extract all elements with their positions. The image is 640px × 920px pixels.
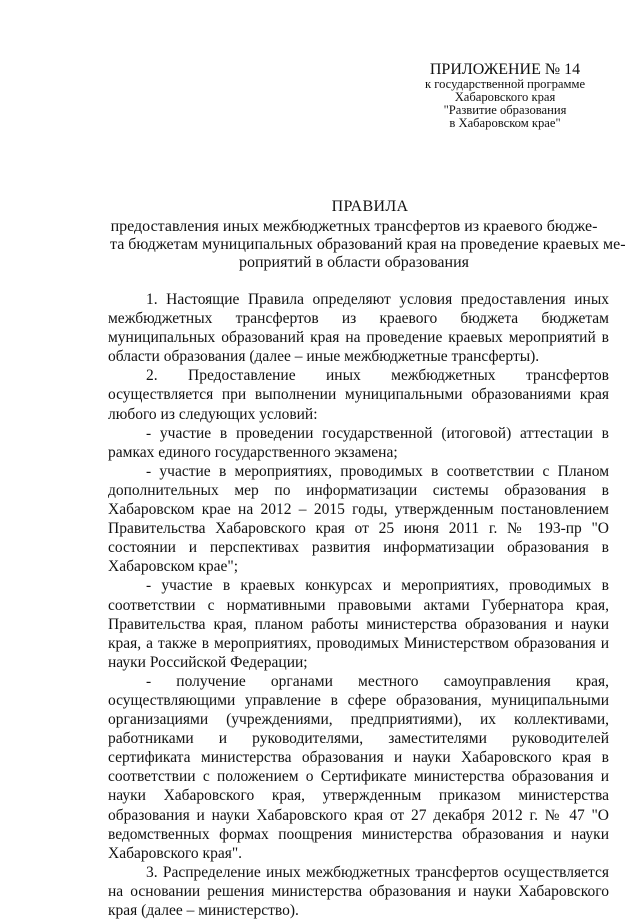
paragraph-1: 1. Настоящие Правила определяют условия предоставления иных межбюджетных трансфертов из краевого бюджета бюджетам муниципальных образований края на проведение краевых мероприятий в области образования (далее – иные межбюджетные трансферты). <box>108 291 609 366</box>
paragraph-2: 2. Предоставление иных межбюджетных трансфертов осуществляется при выполнении муниципальными образованиями края любого из следующих условий: <box>108 367 609 423</box>
appendix-line: к государственной программе <box>424 77 586 92</box>
document-title: ПРАВИЛА <box>331 198 409 215</box>
condition-item: - участие в краевых конкурсах и мероприятиях, проводимых в соответствии с нормативными правовыми актами Губернатора края, Правительства края, планом работы министерства образования и науки края, а также в мероприятиях, проводимых Министерством образования и науки Российской Федерации; <box>108 577 609 671</box>
subtitle-line: та бюджетам муниципальных образований края на проведение краевых ме- <box>110 236 626 253</box>
document-subtitle <box>110 218 626 272</box>
paragraph-3: 3. Распределение иных межбюджетных трансфертов осуществляется на основании решения министерства образования и науки Хабаровского края (далее – министерство). <box>108 863 609 919</box>
condition-item: - участие в мероприятиях, проводимых в соответствии с Планом дополнительных мер по информатизации системы образования в Хабаровском крае на 2012 – 2015 годы, утвержденным постановлением Правительства Хабаровского края от 25 июня 2011 г. № 193-пр "О состоянии и перспективах развития информатизации образования в Хабаровском крае"; <box>108 462 609 576</box>
appendix-line: в Хабаровском крае" <box>449 115 561 130</box>
appendix-header <box>405 62 605 130</box>
subtitle-line: предоставления иных межбюджетных трансфертов из краевого бюдже- <box>110 218 598 235</box>
appendix-line: Хабаровского края <box>454 90 556 105</box>
appendix-line: "Развитие образования <box>443 103 567 117</box>
appendix-title: ПРИЛОЖЕНИЕ № 14 <box>429 61 581 78</box>
condition-item: - участие в проведении государственной (итоговой) аттестации в рамках единого государственного экзамена; <box>108 424 609 461</box>
subtitle-line: роприятий в области образования <box>238 254 470 271</box>
document-body <box>108 290 609 920</box>
condition-item: - получение органами местного самоуправления края, осуществляющими управление в сфере образования, муниципальными организациями (учреждениями, предприятиями), их коллективами, работниками и руководителями, заместителями руководителей сертификата министерства образования и науки Хабаровского края в соответствии с положением о Сертификате министерства образования и науки Хабаровского края, утвержденным приказом министерства образования и науки Хабаровского края от 27 декабря 2012 г. № 47 "О ведомственных формах поощрения министерства образования и науки Хабаровского края". <box>108 672 609 862</box>
